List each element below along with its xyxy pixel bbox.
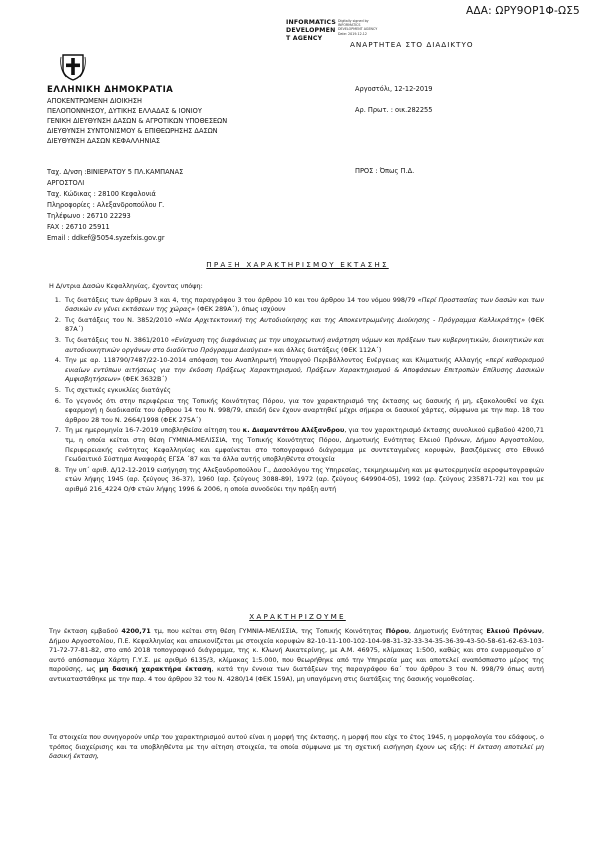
list-item: 4. Την με αρ. 118790/7487/22-10-2014 απόφαση του Αναπληρωτή Υπουργού Περιβάλλοντος Ενέργειας και Κλιματικής Αλλαγής «περί καθορισμού ενιαίων εντύπων αιτήσεως για την έκδοση Πράξεως Χαρακτηρισμού, Πράξεων Χαρακτηρισμού & Αποφάσεων Επιτροπών Επίλυσης Δασικών Αμφισβητήσεων» (ΦΕΚ 3632Β΄) (63, 356, 544, 385)
informatics-agency-logo (286, 19, 336, 43)
ada-code: ΑΔΑ: ΩΡΥ9ΟΡ1Φ-ΩΣ5 (466, 5, 580, 17)
address-line: ΑΡΓΟΣΤΟΛΙ (47, 179, 85, 187)
document-title: ΠΡΑΞΗ ΧΑΡΑΚΤΗΡΙΣΜΟΥ ΕΚΤΑΣΗΣ (206, 260, 389, 269)
authority-line: ΠΕΛΟΠΟΝΝΗΣΟΥ, ΔΥΤΙΚΗΣ ΕΛΛΑΔΑΣ & ΙΟΝΙΟΥ (47, 107, 202, 115)
list-item: 3. Τις διατάξεις του Ν. 3861/2010 «Ενίσχυση της διαφάνειας με την υποχρεωτική ανάρτηση νόμων και πράξεων των κυβερνητικών, διοικητικών και αυτοδιοικητικών οργάνων στο διαδίκτυο Πρόγραμμα Διαύγεια» και άλλες διατάξεις (ΦΕΚ 112Α΄) (63, 336, 544, 355)
decision-heading: ΧΑΡΑΚΤΗΡΙΖΟΥΜΕ (249, 612, 346, 621)
issuing-authority-block (47, 84, 227, 146)
list-item: 7. Τη με ημερομηνία 16-7-2019 υποβληθείσα αίτηση του κ. Διαμαντάτου Αλέξανδρου, για τον χαρακτηρισμό έκτασης συνολικού εμβαδού 4200,71 τμ, η οποία κείται στη θέση ΓΥΜΝΙΑ-ΜΕΛΙΣΣΙΑ, της Τοπικής Κοινότητας Πόρου, Δημοτικής Ενότητας Ελειού Πρόνων, Δήμου Αργοστολίου, Περιφερειακής ενότητας Κεφαλληνίας και εμφαίνεται στο τοπογραφικό διάγραμμα με συντεταγμένες κορυφών, βασιζόμενες στο Εθνικό Γεωδαιτικό Σύστημα Αναφοράς ΕΓΣΑ ΄87 και τα άλλα αυτής υποβληθέντα στοιχεία (63, 426, 544, 464)
list-item: 1. Τις διατάξεις των άρθρων 3 και 4, της παραγράφου 3 του άρθρου 10 και του άρθρου 14 του νόμου 998/79 «Περί Προστασίας των δασών και των δασικών εν γένει εκτάσεων της χώρας» (ΦΕΚ 289Α΄), όπως ισχύουν (63, 296, 544, 315)
email-link[interactable]: Email : ddkef@5054.syzefxis.gov.gr (47, 234, 165, 242)
decision-paragraph: Την έκταση εμβαδού 4200,71 τμ, που κείται στη θέση ΓΥΜΝΙΑ-ΜΕΛΙΣΣΙΑ, της Τοπικής Κοινότητας Πόρου, Δημοτικής Ενότητας Ελειού Πρόνων, Δήμου Αργοστολίου, Π.Ε. Κεφαλληνίας και απεικονίζεται με στοιχεία κορυφών 82-10-11-100-102-104-98-31-32-33-34-35-36-39-43-50-58-61-62-63-103-71-72-77-81-82, στο από 2018 τοπογραφικό διάγραμμα, της κ. Κλωνή Αικατερίνης, με Α.Μ. 46975, κλίμακας 1:500, καθώς και στο εναρμοσμένο σ΄ αυτό απόσπασμα Χάρτη Γ.Υ.Σ. με αριθμό 6135/3, κλίμακας 1:5.000, που θεωρήθηκε από την Υπηρεσία μας και αποτελεί αναπόσπαστο μέρος της παρούσης, ως μη δασική χαρακτήρα έκταση, κατά την έννοια των διατάξεων της παραγράφου 6α΄ του άρθρου 3 του Ν. 998/79 όπως αυτή αντικαταστάθηκε με την παρ. 4 του άρθρου 32 του Ν. 4280/14 (ΦΕΚ 159Α), μη υπαγόμενη στις διατάξεις της δασικής νομοθεσίας. (49, 627, 544, 683)
posting-notice: ΑΝΑΡΤΗΤΕΑ ΣΤΟ ΔΙΑΔΙΚΤΥΟ (350, 40, 474, 49)
logo-line: INFORMATICS (286, 19, 337, 26)
address-line: FAX : 26710 25911 (47, 223, 110, 231)
logo-line: DEVELOPMEN (286, 27, 336, 34)
intro-text: Η Δ/ντρια Δασών Κεφαλληνίας, έχοντας υπόψη: (49, 282, 203, 290)
list-item: 8. Την υπ΄ αριθ. Δ/12-12-2019 εισήγηση της Αλεξανδροπούλου Γ., Δασολόγου της Υπηρεσίας, τεκμηριωμένη και με φωτοερμηνεία αεροφωτογραφιών ετών λήψης 1945 (αρ. ζεύγους 36-37), 1960 (αρ. ζεύγους 3088-89), 1972 (αρ. ζεύγους 649904-05), 1992 (αρ. ζεύγους 235871-72) και του με αριθμό 216_4224 Ο/Φ ετών λήψης 1996 & 2006, η οποία συνοδεύει την πράξη αυτή (63, 466, 544, 495)
list-item: 2. Τις διατάξεις του Ν. 3852/2010 «Νέα Αρχιτεκτονική της Αυτοδιοίκησης και της Αποκεντρωμένης Διοίκησης - Πρόγραμμα Καλλικράτης» (ΦΕΚ 87Α΄) (63, 316, 544, 335)
contact-details (47, 167, 183, 244)
greek-coat-of-arms-icon (60, 53, 86, 81)
address-line: Ταχ. Κώδικας : 28100 Κεφαλονιά (47, 190, 156, 198)
address-line: Πληροφορίες : Αλεξανδροπούλου Γ. (47, 201, 165, 209)
protocol-number: Αρ. Πρωτ. : οικ.282255 (355, 106, 433, 114)
address-line: Ταχ. Δ/νση :ΒΙΝΙΕΡΑΤΟΥ 5 ΠΛ.ΚΑΜΠΑΝΑΣ (47, 168, 184, 176)
signature-line: Digitally signed by (338, 19, 369, 23)
authority-line: ΓΕΝΙΚΗ ΔΙΕΥΘΥΝΣΗ ΔΑΣΩΝ & ΑΓΡΟΤΙΚΩΝ ΥΠΟΘΕΣΕΩΝ (47, 117, 228, 125)
country-name: ΕΛΛΗΝΙΚΗ ΔΗΜΟΚΡΑΤΙΑ (47, 85, 174, 95)
date-protocol-block (355, 84, 432, 116)
date-line: Αργοστόλι, 12-12-2019 (355, 85, 433, 93)
considerations-section (49, 282, 544, 495)
signature-line: INFORMATICS (338, 23, 361, 28)
digital-signature-stamp (338, 19, 377, 36)
authority-line: ΑΠΟΚΕΝΤΡΩΜΕΝΗ ΔΙΟΙΚΗΣΗ (47, 97, 142, 105)
justification-paragraph: Τα στοιχεία που συνηγορούν υπέρ του χαρακτηρισμού αυτού είναι η μορφή της έκτασης, η μορφή που είχε το έτος 1945, η μορφολογία του εδάφους, ο τρόπος διαχείρισης και τα υποβληθέντα με την αίτηση στοιχεία, τα οποία σύμφωνα με τη σχετική εισήγηση έχουν ως εξής: Η έκταση αποτελεί μη δασική έκταση, (49, 733, 544, 761)
address-line: Τηλέφωνο : 26710 22293 (47, 212, 131, 220)
logo-line: T AGENCY (286, 35, 323, 42)
recipient-line: ΠΡΟΣ : Όπως Π.Δ. (355, 167, 415, 175)
authority-line: ΔΙΕΥΘΥΝΣΗ ΔΑΣΩΝ ΚΕΦΑΛΛΗΝΙΑΣ (47, 137, 160, 145)
list-item: 5. Τις σχετικές εγκυκλίες διατάγές (63, 386, 544, 396)
list-item: 6. Το γεγονός ότι στην περιφέρεια της Τοπικής Κοινότητας Πόρου, για τον χαρακτηρισμό της έκτασης ως δασικής ή μη, εξακολουθεί να έχει εφαρμογή η διαδικασία του άρθρου 14 του Ν. 998/79, επειδή δεν έχουν αναρτηθεί μέχρι σήμερα οι δασικοί χάρτες, σύμφωνα με την παρ. 18 του άρθρου 28 του Ν. 2664/1998 (ΦΕΚ 275Α΄) (63, 397, 544, 426)
considerations-list (49, 296, 544, 495)
signature-line: Date: 2019.12.12 (338, 31, 367, 36)
authority-line: ΔΙΕΥΘΥΝΣΗ ΣΥΝΤΟΝΙΣΜΟΥ & ΕΠΙΘΕΩΡΗΣΗΣ ΔΑΣΩΝ (47, 127, 218, 135)
signature-line: DEVELOPMENT AGENCY (338, 27, 378, 32)
